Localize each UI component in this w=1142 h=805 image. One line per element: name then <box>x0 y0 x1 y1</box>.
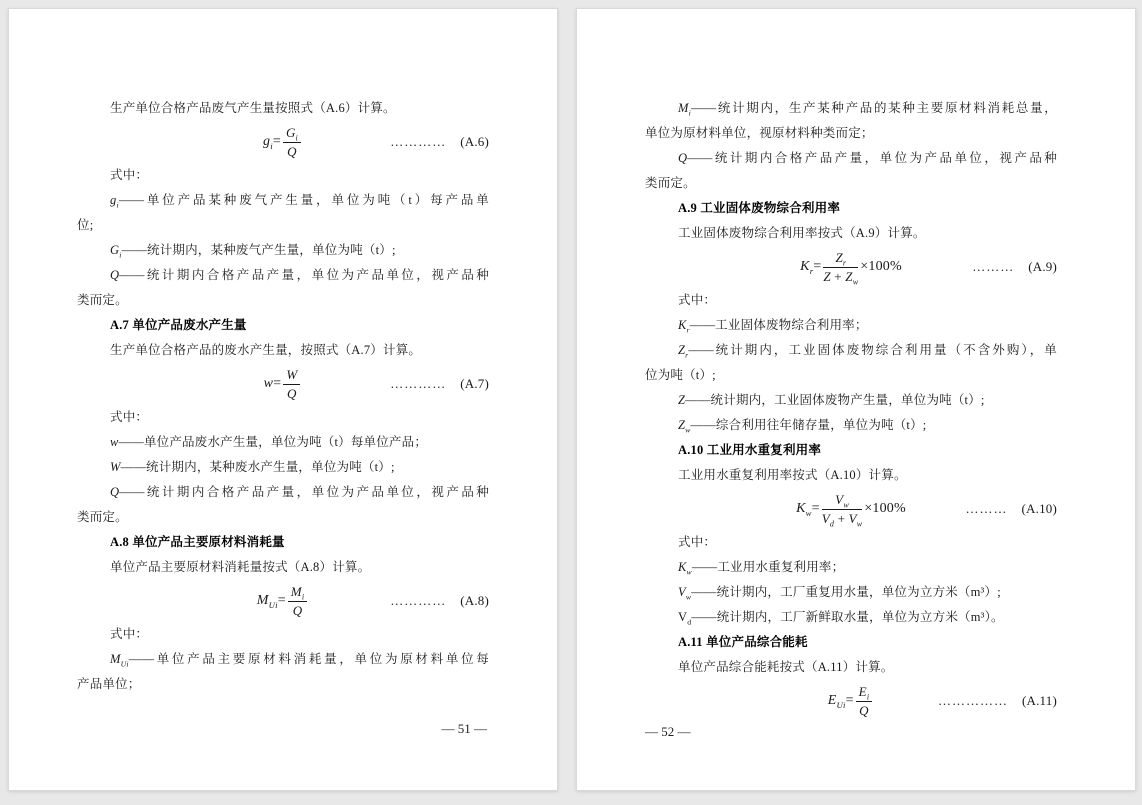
text-run: 类而定。 <box>77 293 128 307</box>
variable: $V_d$ <box>821 510 835 529</box>
text-run: ——统计期内，工业固体废物综合利用量（不含外购），单 <box>688 343 1057 357</box>
variable: $G_i$ <box>285 124 298 143</box>
formula-dots: ………… <box>390 376 447 391</box>
formula-tail <box>390 134 489 150</box>
text-line <box>77 288 489 313</box>
text-run: ——单位产品废水产生量，单位为吨（t）每单位产品； <box>118 435 428 449</box>
text-line <box>645 288 1057 313</box>
variable: $g_i$ <box>110 193 119 210</box>
section-heading <box>645 438 1057 463</box>
text-line <box>77 188 489 213</box>
formula-tail <box>966 501 1058 517</box>
fraction-denominator <box>288 602 307 619</box>
formula-number: (A.8) <box>460 593 489 608</box>
section-heading <box>645 630 1057 655</box>
fraction-numerator <box>856 684 873 702</box>
text-run: A.9 工业固体废物综合利用率 <box>678 201 841 215</box>
variable: W <box>286 366 298 382</box>
text-line <box>645 413 1057 438</box>
equation <box>828 684 875 719</box>
page-51 <box>8 8 558 791</box>
variable: Q <box>287 385 297 401</box>
text-run: ——工业固体废物综合利用率； <box>689 318 868 332</box>
variable: Q <box>859 702 869 718</box>
variable: $M_{Ui}$ <box>110 652 129 669</box>
text-line <box>77 672 489 697</box>
variable: $V_w$ <box>835 491 849 510</box>
fraction <box>283 125 301 160</box>
text-line <box>77 338 489 363</box>
text-line <box>645 580 1057 605</box>
formula-number: (A.7) <box>460 376 489 391</box>
text-run: 式中： <box>678 293 717 307</box>
text-run: 位为吨（t）; <box>645 368 716 382</box>
formula-dots: …………… <box>937 693 1008 708</box>
text-line <box>77 455 489 480</box>
equals-sign: = <box>813 259 822 274</box>
formula-row <box>645 246 1057 288</box>
equals-sign: = <box>811 501 820 516</box>
page-52-content <box>577 9 1057 722</box>
fraction-denominator <box>856 702 873 719</box>
text-line <box>77 555 489 580</box>
text-run: 式中： <box>110 627 149 641</box>
text-line <box>77 263 489 288</box>
formula-dots: ……… <box>972 259 1015 274</box>
text-line <box>645 338 1057 363</box>
text-line <box>645 313 1057 338</box>
formula-dots: ………… <box>390 134 447 149</box>
variable: $M_i$ <box>678 101 691 118</box>
variable: Z <box>823 268 831 284</box>
variable: w <box>263 376 274 391</box>
variable: $G_i$ <box>110 243 122 260</box>
text-line <box>645 146 1057 171</box>
text-line <box>77 647 489 672</box>
text-run: A.8 单位产品主要原材料消耗量 <box>110 535 285 549</box>
text-run: ——单位产品某种废气产生量，单位为吨（t）每产品单 <box>118 193 489 207</box>
fraction-numerator <box>822 492 863 510</box>
variable: $K_r$ <box>800 259 814 276</box>
variable: $K_w$ <box>796 501 812 518</box>
variable: w <box>110 435 119 449</box>
text-run: 生产单位合格产品的废水产生量，按照式（A.7）计算。 <box>110 343 422 357</box>
formula-number: (A.11) <box>1021 693 1057 708</box>
text-run: 工业固体废物综合利用率按式（A.9）计算。 <box>678 226 926 240</box>
text-run: ——统计期内，某种废气产生量，单位为吨（t）; <box>121 243 396 257</box>
fraction-numerator <box>283 125 301 143</box>
formula-tail <box>390 376 489 392</box>
text-line <box>645 655 1057 680</box>
page-52 <box>576 8 1136 791</box>
text-line <box>77 163 489 188</box>
variable: Z <box>678 393 686 407</box>
variable: $E_i$ <box>858 683 870 702</box>
fraction-denominator <box>823 268 858 285</box>
text-line <box>645 121 1057 146</box>
text-run: 生产单位合格产品废气产生量按照式（A.6）计算。 <box>110 101 396 115</box>
text-run: 位; <box>77 218 94 232</box>
text-run: 式中： <box>110 410 149 424</box>
fraction-denominator <box>822 510 863 527</box>
variable: Q <box>678 151 688 165</box>
equation <box>800 250 902 285</box>
variable: $E_{Ui}$ <box>827 693 846 710</box>
text-run: 单位为原材料单位，视原材料种类而定； <box>645 126 874 140</box>
text-run: $V_d$ <box>678 610 692 627</box>
text-line <box>77 430 489 455</box>
section-heading <box>645 196 1057 221</box>
text-line <box>77 622 489 647</box>
fraction <box>823 250 858 285</box>
equation <box>263 125 303 160</box>
variable: Q <box>110 485 120 499</box>
text-run: ——统计期内合格产品产量，单位为产品单位，视产品种 <box>119 268 489 282</box>
formula-row <box>645 680 1057 722</box>
text-run: ——统计期内合格产品产量，单位为产品单位，视产品种 <box>119 485 489 499</box>
fraction-numerator <box>823 250 858 268</box>
text-line <box>645 605 1057 630</box>
text-line <box>77 96 489 121</box>
formula-number: (A.6) <box>460 134 489 149</box>
text-run: + <box>830 268 846 284</box>
text-run: ——统计期内，工厂重复用水量，单位为立方米（m³）; <box>691 585 1001 599</box>
text-run: + <box>834 510 849 526</box>
variable: $V_w$ <box>848 510 863 529</box>
formula-row <box>77 363 489 405</box>
text-line <box>645 530 1057 555</box>
section-heading <box>77 530 489 555</box>
text-run: ——统计期内，工业固体废物产生量，单位为吨（t）; <box>685 393 985 407</box>
fraction <box>822 492 863 527</box>
text-run: ——统计期内合格产品产量，单位为产品单位，视产品种 <box>687 151 1057 165</box>
variable: $Z_r$ <box>678 343 689 360</box>
text-line <box>77 213 489 238</box>
text-line <box>77 480 489 505</box>
text-line <box>645 463 1057 488</box>
variable: $M_{Ui}$ <box>256 593 278 610</box>
fraction-numerator <box>288 584 307 602</box>
text-run: 类而定。 <box>645 176 696 190</box>
formula-tail <box>390 593 489 609</box>
equation <box>796 492 906 527</box>
variable: $K_w$ <box>678 560 692 577</box>
text-run: A.11 单位产品综合能耗 <box>678 635 808 649</box>
variable: $V_w$ <box>678 585 692 602</box>
variable: W <box>110 460 121 474</box>
text-run: ——工业用水重复利用率； <box>691 560 845 574</box>
fraction <box>283 367 300 402</box>
formula-tail <box>938 693 1057 709</box>
equals-sign: = <box>845 693 854 708</box>
formula-number: (A.9) <box>1028 259 1057 274</box>
text-line <box>645 221 1057 246</box>
variable: $g_i$ <box>263 134 273 151</box>
formula-row <box>77 121 489 163</box>
fraction-numerator <box>283 367 300 385</box>
variable: $K_r$ <box>678 318 690 335</box>
variable: $Z_r$ <box>835 249 847 268</box>
equation <box>257 584 310 619</box>
text-line <box>77 238 489 263</box>
formula-number: (A.10) <box>1021 501 1057 516</box>
formula-row <box>645 488 1057 530</box>
text-line <box>645 96 1057 121</box>
text-run: ——综合利用往年储存量，单位为吨（t）; <box>690 418 927 432</box>
text-line <box>645 363 1057 388</box>
text-run: 式中： <box>110 168 149 182</box>
formula-suffix: ×100% <box>860 259 902 274</box>
variable: Q <box>287 143 297 159</box>
formula-tail <box>972 259 1057 275</box>
section-heading <box>77 313 489 338</box>
equals-sign: = <box>277 593 286 608</box>
formula-dots: ………… <box>390 593 447 608</box>
text-run: A.10 工业用水重复利用率 <box>678 443 822 457</box>
page-51-content <box>9 9 489 697</box>
fraction <box>856 684 873 719</box>
text-run: 单位产品主要原材料消耗量按式（A.8）计算。 <box>110 560 371 574</box>
text-line <box>645 388 1057 413</box>
fraction-denominator <box>283 143 301 160</box>
variable: $Z_w$ <box>678 418 691 435</box>
text-run: A.7 单位产品废水产生量 <box>110 318 247 332</box>
text-line <box>645 555 1057 580</box>
page-number: — 52 — <box>645 724 691 739</box>
text-run: ——统计期内，工厂新鲜取水量，单位为立方米（m³）。 <box>691 610 1004 624</box>
equals-sign: = <box>272 134 281 149</box>
text-run: 类而定。 <box>77 510 128 524</box>
text-line <box>645 171 1057 196</box>
fraction-denominator <box>283 385 300 402</box>
equals-sign: = <box>273 376 282 391</box>
text-run: ——统计期内，生产某种产品的某种主要原材料消耗总量， <box>690 101 1057 115</box>
page-number: — 51 — <box>441 721 487 736</box>
text-run: 产品单位； <box>77 677 141 691</box>
text-run: ——统计期内，某种废水产生量，单位为吨（t）; <box>120 460 395 474</box>
text-run: 工业用水重复利用率按式（A.10）计算。 <box>678 468 907 482</box>
formula-dots: ……… <box>965 501 1008 516</box>
equation <box>264 367 303 402</box>
variable: Q <box>110 268 120 282</box>
text-run: 式中： <box>678 535 717 549</box>
text-line <box>77 405 489 430</box>
variable: Q <box>292 602 303 618</box>
formula-row <box>77 580 489 622</box>
text-line <box>77 505 489 530</box>
text-run: ——单位产品主要原材料消耗量，单位为原材料单位每 <box>128 652 489 666</box>
formula-suffix: ×100% <box>864 501 906 516</box>
fraction <box>288 584 307 619</box>
text-run: 单位产品综合能耗按式（A.11）计算。 <box>678 660 894 674</box>
variable: $Z_w$ <box>845 268 859 287</box>
variable: $M_i$ <box>290 583 305 602</box>
